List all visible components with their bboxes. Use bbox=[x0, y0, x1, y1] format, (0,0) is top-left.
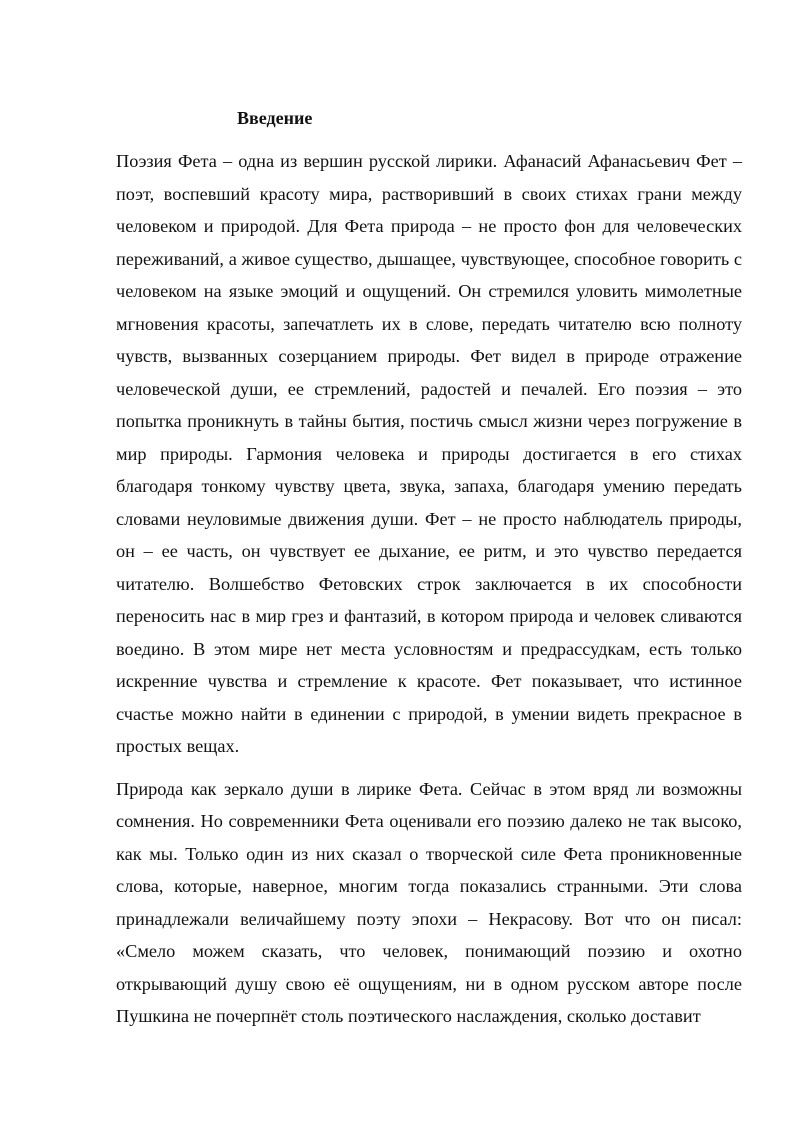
section-heading: Введение bbox=[237, 108, 313, 128]
paragraph-nature-mirror: Природа как зеркало души в лирике Фета. Сейчас в этом вряд ли возможны сомнения. Но современники Фета оценивали его поэзию далеко не так высоко, как мы. Только один из них сказал о творческой силе Фета проникновенные слова, которые, наверное, многим тогда показались странными. Эти слова принадлежали величайшему поэту эпохи – Некрасову. Вот что он писал: «Смело можем сказать, что человек, понимающий поэзию и охотно открывающий душу свою её ощущениям, ни в одном русском авторе после Пушкина не почерпнёт столь поэтического наслаждения, сколько доставит bbox=[116, 778, 742, 1026]
paragraph-intro: Поэзия Фета – одна из вершин русской лирики. Афанасий Афанасьевич Фет – поэт, воспевший красоту мира, растворивший в своих стихах грани между человеком и природой. Для Фета природа – не просто фон для человеческих переживаний, а живое существо, дышащее, чувствующее, способное говорить с человеком на языке эмоций и ощущений. Он стремился уловить мимолетные мгновения красоты, запечатлеть их в слове, передать читателю всю полноту чувств, вызванных созерцанием природы. Фет видел в природе отражение человеческой души, ее стремлений, радостей и печалей. Его поэзия – это попытка проникнуть в тайны бытия, постичь смысл жизни через погружение в мир природы. Гармония человека и природы достигается в его стихах благодаря тонкому чувству цвета, звука, запаха, благодаря умению передать словами неуловимые движения души. Фет – не просто наблюдатель природы, он – ее часть, он чувствует ее дыхание, ее ритм, и это чувство передается читателю. Волшебство Фетовских строк заключается в их способности переносить нас в мир грез и фантазий, в котором природа и человек сливаются воедино. В этом мире нет места условностям и предрассудкам, есть только искренние чувства и стремление к красоте. Фет показывает, что истинное счастье можно найти в единении с природой, в умении видеть прекрасное в простых вещах. bbox=[116, 151, 742, 756]
document-body bbox=[116, 145, 742, 1033]
